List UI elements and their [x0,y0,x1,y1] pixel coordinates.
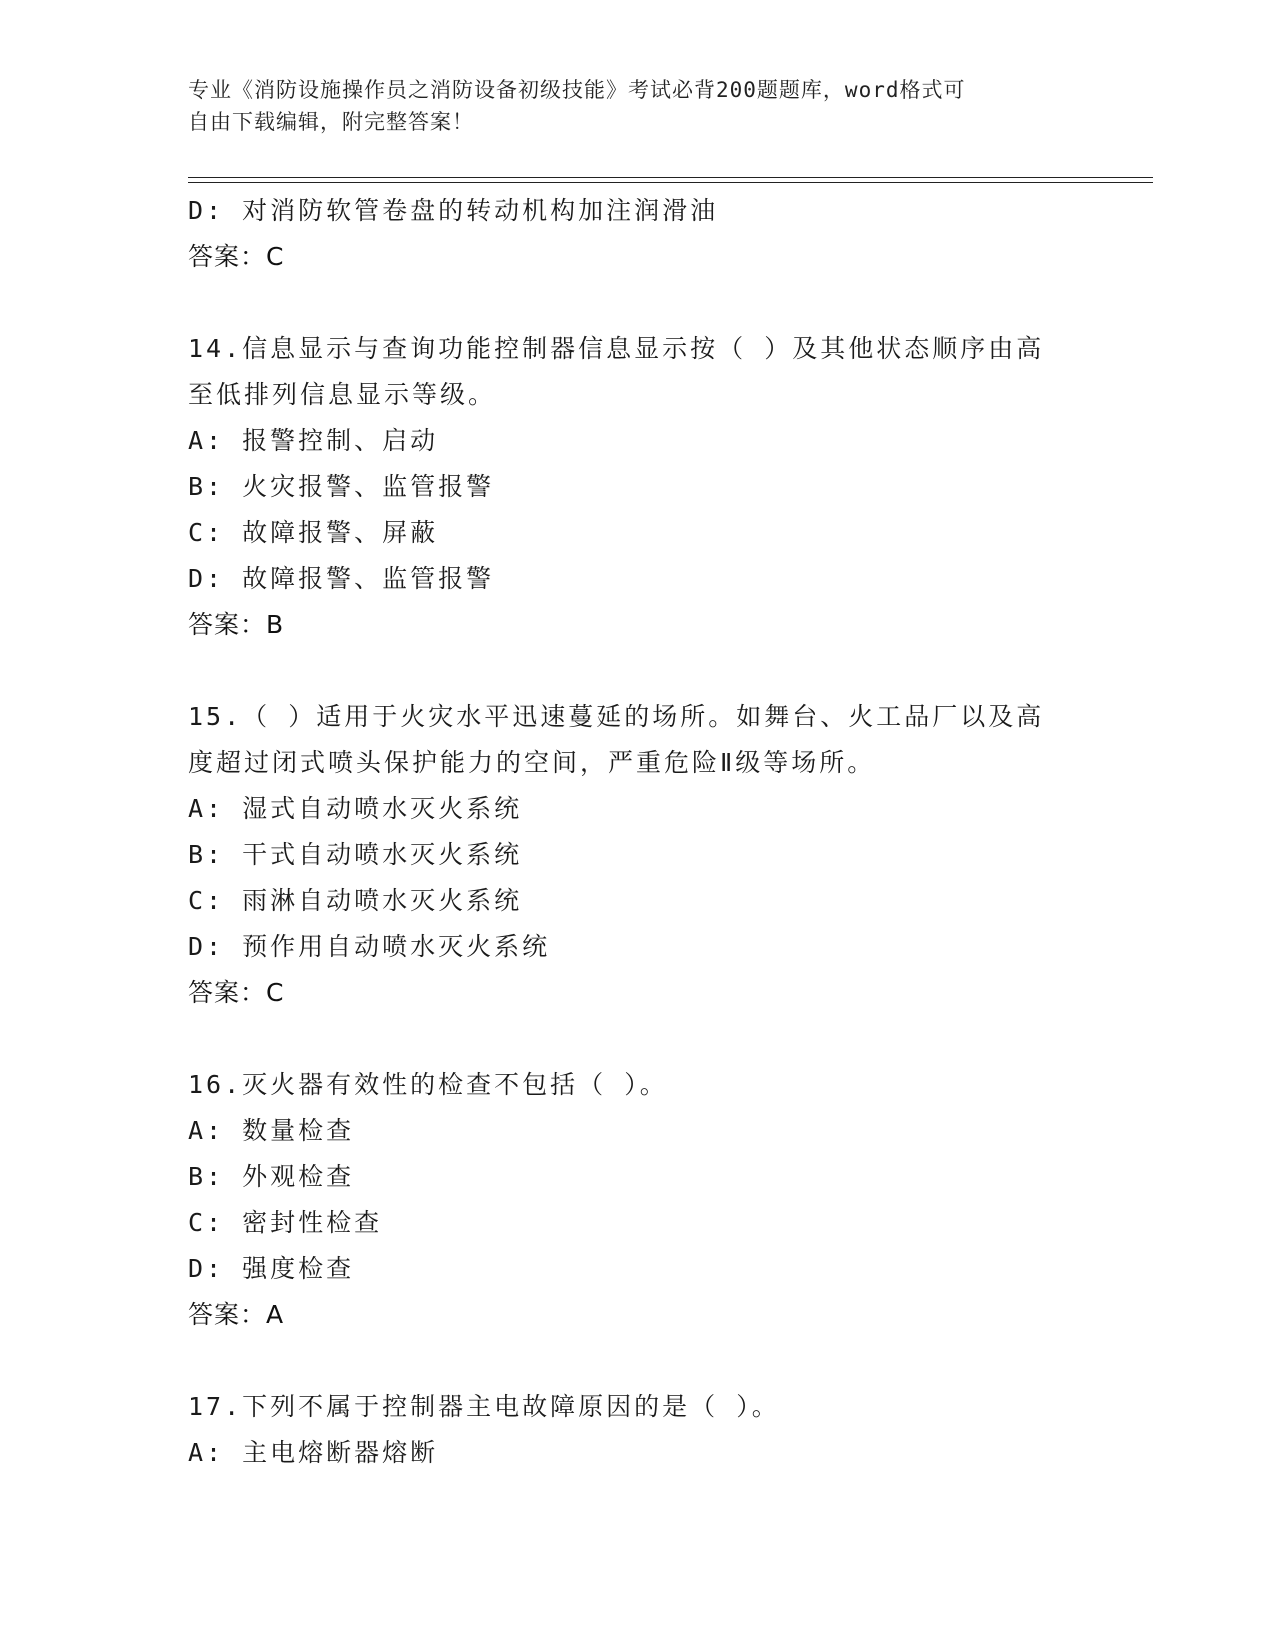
spacer [188,648,1088,694]
prev-answer: 答案：C [188,242,285,271]
question-16-option-d: D: 强度检查 [188,1254,355,1283]
question-15-line-2: 度超过闭式喷头保护能力的空间，严重危险Ⅱ级等场所。 [188,748,876,777]
question-15-option-a: A: 湿式自动喷水灭火系统 [188,794,523,823]
question-14-line-1: 14.信息显示与查询功能控制器信息显示按（ ）及其他状态顺序由高 [188,334,1045,363]
question-14-option-b: B: 火灾报警、监管报警 [188,472,495,501]
header-divider-bottom [188,182,1153,183]
question-14 [188,326,1088,648]
question-15-option-b: B: 干式自动喷水灭火系统 [188,840,523,869]
question-content [188,188,1088,1476]
header-line-2: 自由下载编辑，附完整答案！ [188,110,474,134]
question-16-option-a: A: 数量检查 [188,1116,355,1145]
question-14-answer: 答案：B [188,610,285,639]
question-16-answer: 答案：A [188,1300,285,1329]
question-14-option-c: C: 故障报警、屏蔽 [188,518,439,547]
question-17-line-1: 17.下列不属于控制器主电故障原因的是（ ）。 [188,1392,780,1421]
question-16-line-1: 16.灭火器有效性的检查不包括（ ）。 [188,1070,668,1099]
document-header [188,74,1088,138]
prev-option-d: D: 对消防软管卷盘的转动机构加注润滑油 [188,196,719,225]
question-15-option-d: D: 预作用自动喷水灭火系统 [188,932,551,961]
header-divider-top [188,177,1153,178]
question-17-option-a: A: 主电熔断器熔断 [188,1438,439,1467]
question-17 [188,1384,1088,1476]
question-14-option-a: A: 报警控制、启动 [188,426,439,455]
spacer [188,1016,1088,1062]
question-14-line-2: 至低排列信息显示等级。 [188,380,497,409]
question-16-option-c: C: 密封性检查 [188,1208,383,1237]
question-16 [188,1062,1088,1338]
question-16-option-b: B: 外观检查 [188,1162,355,1191]
question-14-option-d: D: 故障报警、监管报警 [188,564,495,593]
question-15-answer: 答案：C [188,978,285,1007]
question-15 [188,694,1088,1016]
spacer [188,1338,1088,1384]
header-line-1: 专业《消防设施操作员之消防设备初级技能》考试必背200题题库，word格式可 [188,78,966,102]
question-15-option-c: C: 雨淋自动喷水灭火系统 [188,886,523,915]
question-15-line-1: 15.（ ）适用于火灾水平迅速蔓延的场所。如舞台、火工品厂以及高 [188,702,1045,731]
spacer [188,280,1088,326]
